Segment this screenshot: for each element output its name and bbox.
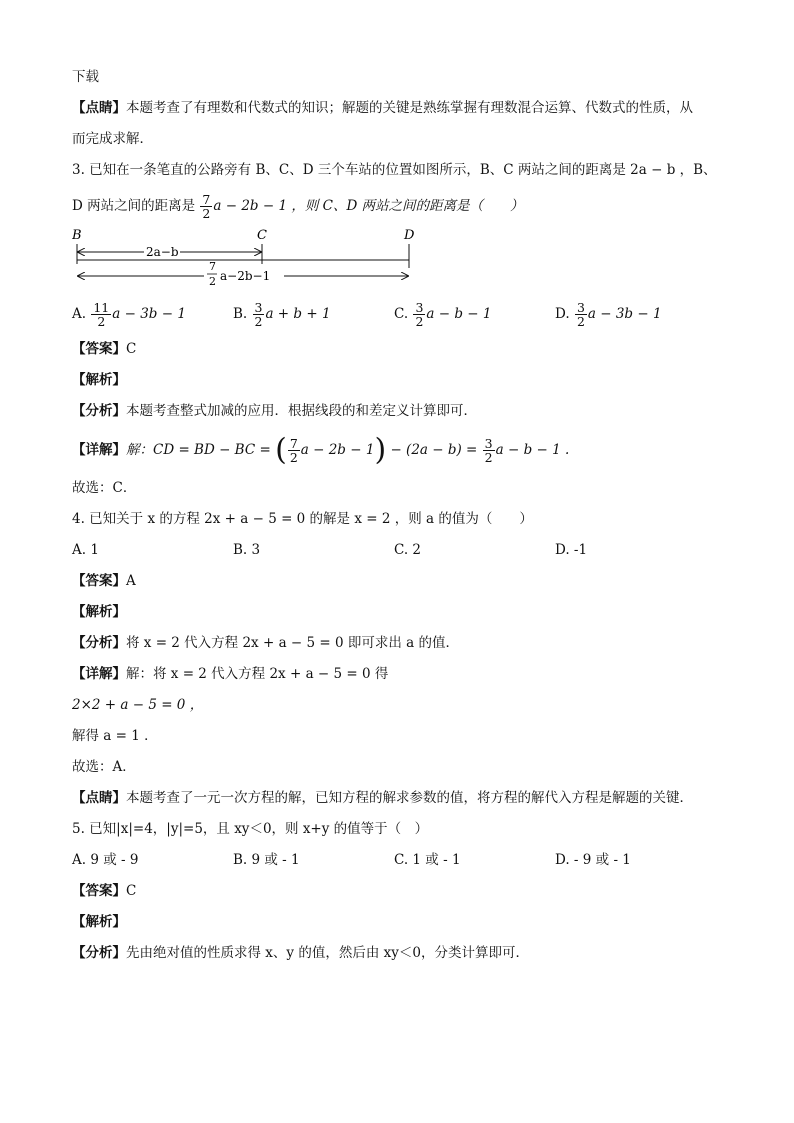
frac-den: 2	[415, 314, 424, 329]
option-letter: C.	[394, 306, 409, 322]
q3-stem-line2	[72, 186, 722, 226]
option-rest: a − 3b − 1	[587, 306, 662, 322]
q3-stem-pre: D 两站之间的距离是	[72, 198, 196, 214]
answer-label: 【答案】	[72, 573, 126, 589]
option-letter: D.	[555, 306, 570, 322]
q4-dianjing	[72, 783, 722, 814]
option-rest: a − 3b − 1	[112, 306, 186, 322]
q3-analysis-label: 【解析】	[72, 372, 126, 388]
q5-stem: 5. 已知|x|=4，|y|=5，且 xy＜0，则 x+y 的值等于（ ）	[72, 821, 429, 837]
q3-option-a[interactable]	[72, 294, 233, 334]
q3-choose: 故选：C．	[72, 480, 137, 496]
option-frac	[575, 301, 587, 328]
option-rest: a − b − 1	[426, 306, 492, 322]
q5-option-a[interactable]: A. 9 或 - 9	[72, 852, 139, 868]
bd-frac-den: 2	[209, 275, 216, 288]
option-rest: a + b + 1	[265, 306, 331, 322]
download-text: 下载	[72, 69, 99, 85]
frac-den: 2	[202, 206, 211, 221]
frac-den: 2	[484, 450, 493, 465]
detail-text: 解：将 x = 2 代入方程 2x + a − 5 = 0 得	[126, 666, 389, 682]
detail-frac-2	[483, 437, 495, 464]
frac-num: 7	[202, 191, 211, 207]
frac-num: 11	[93, 299, 110, 315]
option-letter: A.	[72, 306, 87, 322]
q4-option-d[interactable]: D. -1	[555, 542, 588, 558]
dianjing-text: 本题考查了一元一次方程的解，已知方程的解求参数的值，将方程的解代入方程是解题的关键．	[126, 790, 693, 806]
frac-den: 2	[576, 314, 585, 329]
q4-detail	[72, 659, 722, 690]
q3-answer	[72, 334, 722, 365]
q5-analysis-label: 【解析】	[72, 914, 126, 930]
answer-value: A	[126, 573, 136, 589]
q3-fraction	[200, 193, 212, 220]
bd-frac-num: 7	[209, 260, 216, 273]
q5-options	[72, 845, 722, 876]
answer-value: C	[126, 883, 137, 899]
fenxi-label: 【分析】	[72, 403, 126, 419]
q2-dianjing-line1	[72, 93, 722, 124]
q4-fenxi	[72, 628, 722, 659]
label-b: B	[72, 228, 82, 243]
frac-den: 2	[97, 314, 106, 329]
q4-option-a[interactable]: A. 1	[72, 542, 99, 558]
q4-choose: 故选：A．	[72, 759, 136, 775]
answer-label: 【答案】	[72, 341, 126, 357]
q5-option-c[interactable]: C. 1 或 - 1	[394, 852, 461, 868]
detail-mid: a − 2b − 1	[300, 442, 375, 458]
q5-fenxi	[72, 938, 722, 969]
fenxi-text: 本题考查整式加减的应用．根据线段的和差定义计算即可．	[126, 403, 477, 419]
q4-options	[72, 535, 722, 566]
detail-frac-1	[288, 437, 300, 464]
answer-label: 【答案】	[72, 883, 126, 899]
segment-diagram-svg	[72, 226, 432, 294]
option-letter: B.	[233, 306, 248, 322]
option-frac	[253, 301, 265, 328]
bd-label: a−2b−1	[220, 269, 271, 283]
q4-step2: 解得 a = 1 ．	[72, 728, 158, 744]
detail-pre: 解：CD = BD − BC =	[126, 442, 271, 458]
frac-den: 2	[289, 450, 298, 465]
document-page	[72, 62, 722, 969]
q3-option-b[interactable]	[233, 294, 394, 334]
answer-value: C	[126, 341, 137, 357]
option-frac	[91, 301, 111, 328]
fenxi-text: 将 x = 2 代入方程 2x + a − 5 = 0 即可求出 a 的值．	[126, 635, 460, 651]
q5-option-b[interactable]: B. 9 或 - 1	[233, 852, 300, 868]
frac-num: 3	[484, 435, 493, 451]
dianjing-label: 【点睛】	[72, 790, 126, 806]
frac-num: 3	[415, 299, 424, 315]
paren-open: (	[275, 432, 287, 468]
q4-step1: 2×2 + a − 5 = 0 ，	[72, 697, 204, 713]
q4-stem: 4. 已知关于 x 的方程 2x + a − 5 = 0 的解是 x = 2 ，则 a 的值为（ ）	[72, 511, 533, 527]
q4-option-c[interactable]: C. 2	[394, 542, 422, 558]
fenxi-label: 【分析】	[72, 945, 126, 961]
q3-options	[72, 294, 722, 334]
frac-num: 7	[289, 435, 298, 451]
detail-post: − (2a − b) =	[390, 442, 478, 458]
detail-label: 【详解】	[72, 666, 126, 682]
paren-close: )	[374, 432, 387, 468]
dianjing-text: 本题考查了有理数和代数式的知识；解题的关键是熟练掌握有理数混合运算、代数式的性质，从	[126, 100, 693, 116]
q3-fenxi	[72, 396, 722, 427]
option-frac	[413, 301, 425, 328]
q3-option-d[interactable]	[555, 294, 716, 334]
q3-detail	[72, 427, 722, 473]
detail-label: 【详解】	[72, 442, 126, 458]
q4-analysis-label: 【解析】	[72, 604, 126, 620]
q2-dianjing-line2: 而完成求解．	[72, 131, 153, 147]
label-c: C	[257, 228, 267, 243]
frac-num: 3	[576, 299, 585, 315]
fenxi-label: 【分析】	[72, 635, 126, 651]
detail-end: a − b − 1 .	[495, 442, 570, 458]
q5-answer	[72, 876, 722, 907]
frac-den: 2	[254, 314, 263, 329]
q3-segment-diagram	[72, 226, 722, 294]
bc-label: 2a−b	[146, 245, 179, 259]
q3-stem-line1: 3. 已知在一条笔直的公路旁有 B、C、D 三个车站的位置如图所示，B、C 两站之间的距离是 2a − b ，B、	[72, 162, 717, 178]
dianjing-label: 【点睛】	[72, 100, 126, 116]
q4-answer	[72, 566, 722, 597]
q3-option-c[interactable]	[394, 294, 555, 334]
label-d: D	[404, 228, 415, 243]
fenxi-text: 先由绝对值的性质求得 x、y 的值，然后由 xy＜0，分类计算即可．	[126, 945, 529, 961]
q5-option-d[interactable]: D. - 9 或 - 1	[555, 852, 631, 868]
frac-num: 3	[254, 299, 263, 315]
q3-stem-post: a − 2b − 1 ，则 C、D 两站之间的距离是（ ）	[213, 198, 524, 214]
q4-option-b[interactable]: B. 3	[233, 542, 261, 558]
